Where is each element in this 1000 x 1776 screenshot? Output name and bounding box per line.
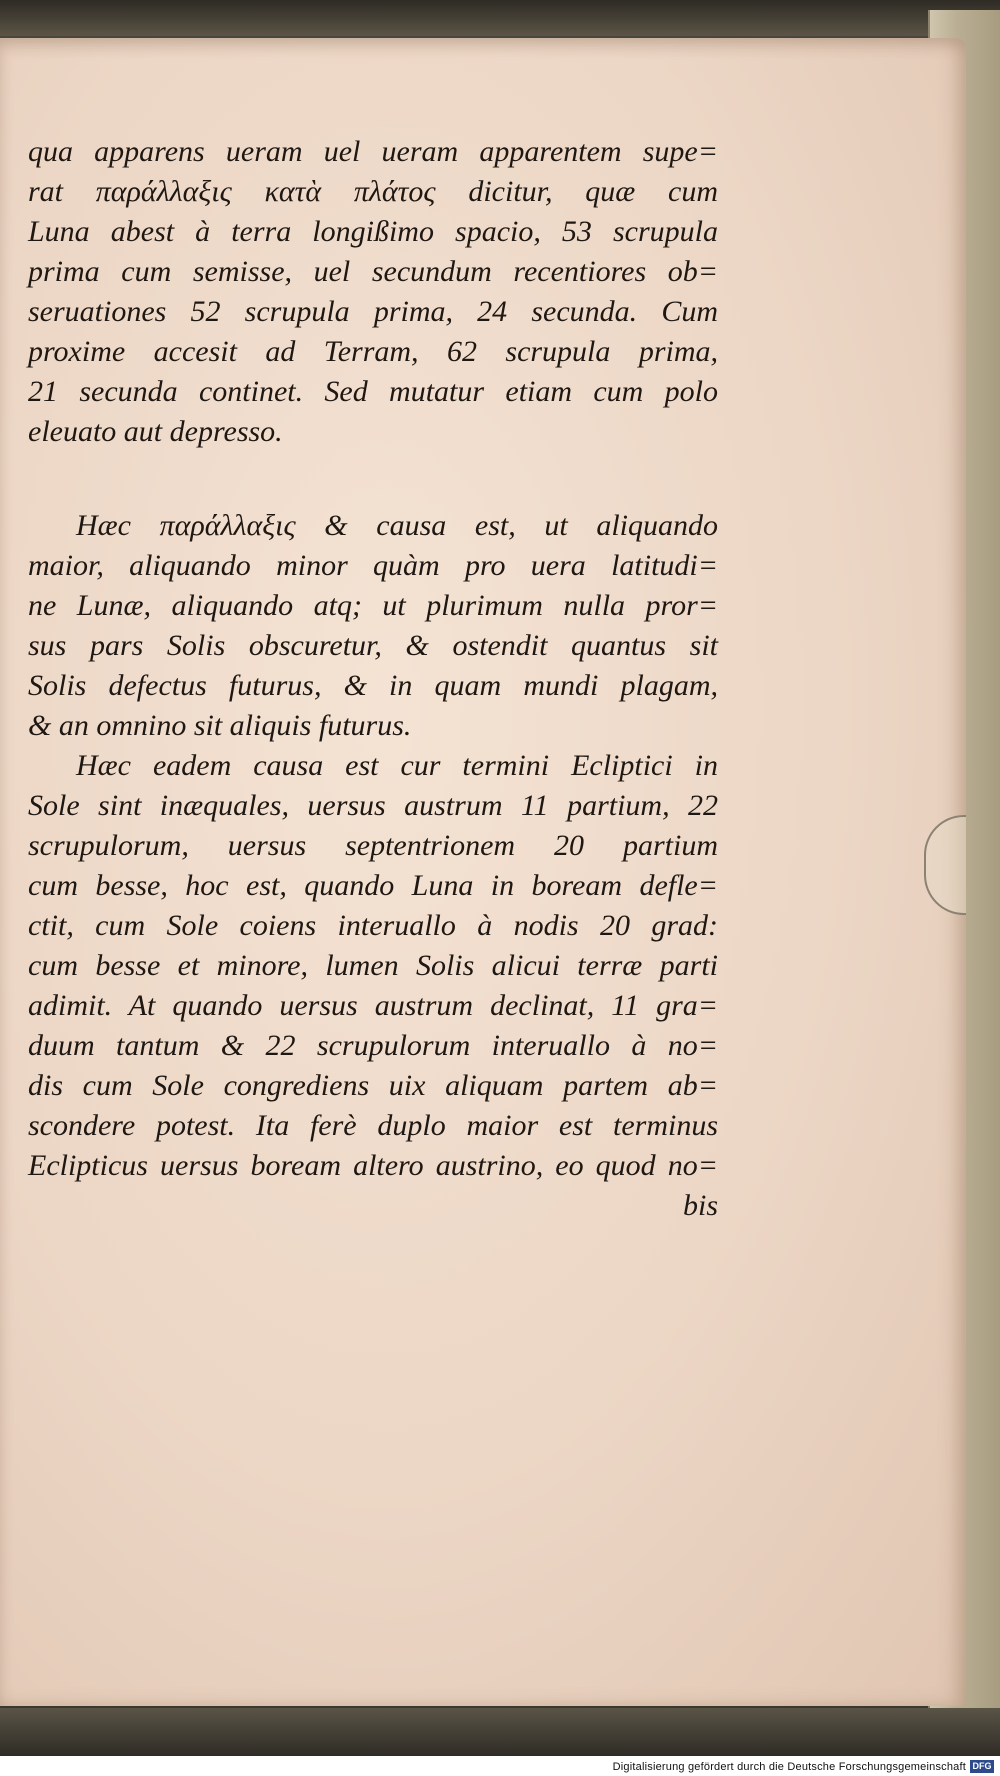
- text-line: Eclipticus uersus boream altero austrino, eo quod no=: [28, 1149, 718, 1182]
- text-line: adimit. At quando uersus austrum declinat, 11 gra=: [28, 989, 718, 1022]
- text-line: duum tantum & 22 scrupulorum interuallo à no=: [28, 1029, 718, 1062]
- text-line: rat παράλλαξις κατὰ πλάτος dicitur, quæ cum: [28, 175, 718, 208]
- text-line: ne Lunæ, aliquando atq; ut plurimum nulla pror=: [28, 589, 718, 622]
- dfg-logo-icon: DFG: [970, 1760, 994, 1773]
- text-line: & an omnino sit aliquis futurus.: [28, 709, 412, 742]
- book-binding-bottom: [0, 1708, 1000, 1756]
- text-line: scondere potest. Ita ferè duplo maior est terminus: [28, 1109, 718, 1142]
- text-line: 21 secunda continet. Sed mutatur etiam cum polo: [28, 375, 718, 408]
- paragraph-gap: [28, 452, 718, 506]
- text-line: proxime accesit ad Terram, 62 scrupula prima,: [28, 335, 718, 368]
- text-line: Solis defectus futurus, & in quam mundi plagam,: [28, 669, 718, 702]
- text-line: ctit, cum Sole coiens interuallo à nodis 20 grad:: [28, 909, 718, 942]
- text-line: cum besse, hoc est, quando Luna in boream defle=: [28, 869, 718, 902]
- book-binding-top: [0, 0, 1000, 36]
- text-line: Hæc παράλλαξις & causa est, ut aliquando: [76, 509, 718, 542]
- text-line: dis cum Sole congrediens uix aliquam partem ab=: [28, 1069, 718, 1102]
- text-line: scrupulorum, uersus septentrionem 20 partium: [28, 829, 718, 862]
- funding-credit: Digitalisierung gefördert durch die Deutsche Forschungsgemeinschaft: [612, 1761, 966, 1773]
- text-line: maior, aliquando minor quàm pro uera latitudi=: [28, 549, 718, 582]
- text-line: Sole sint inæquales, uersus austrum 11 partium, 22: [28, 789, 718, 822]
- text-line: sus pars Solis obscuretur, & ostendit quantus sit: [28, 629, 718, 662]
- text-line: seruationes 52 scrupula prima, 24 secunda. Cum: [28, 295, 718, 328]
- page-text: [28, 132, 718, 1226]
- text-line: cum besse et minore, lumen Solis alicui terræ parti: [28, 949, 718, 982]
- text-line: Hæc eadem causa est cur termini Ecliptici in: [76, 749, 718, 782]
- text-line: Luna abest à terra longißimo spacio, 53 scrupula: [28, 215, 718, 248]
- digitization-footer: [0, 1756, 1000, 1776]
- text-line: prima cum semisse, uel secundum recentiores ob=: [28, 255, 718, 288]
- text-line: qua apparens ueram uel ueram apparentem supe=: [28, 135, 718, 168]
- catchword: bis: [682, 1189, 718, 1222]
- text-line: eleuato aut depresso.: [28, 415, 283, 448]
